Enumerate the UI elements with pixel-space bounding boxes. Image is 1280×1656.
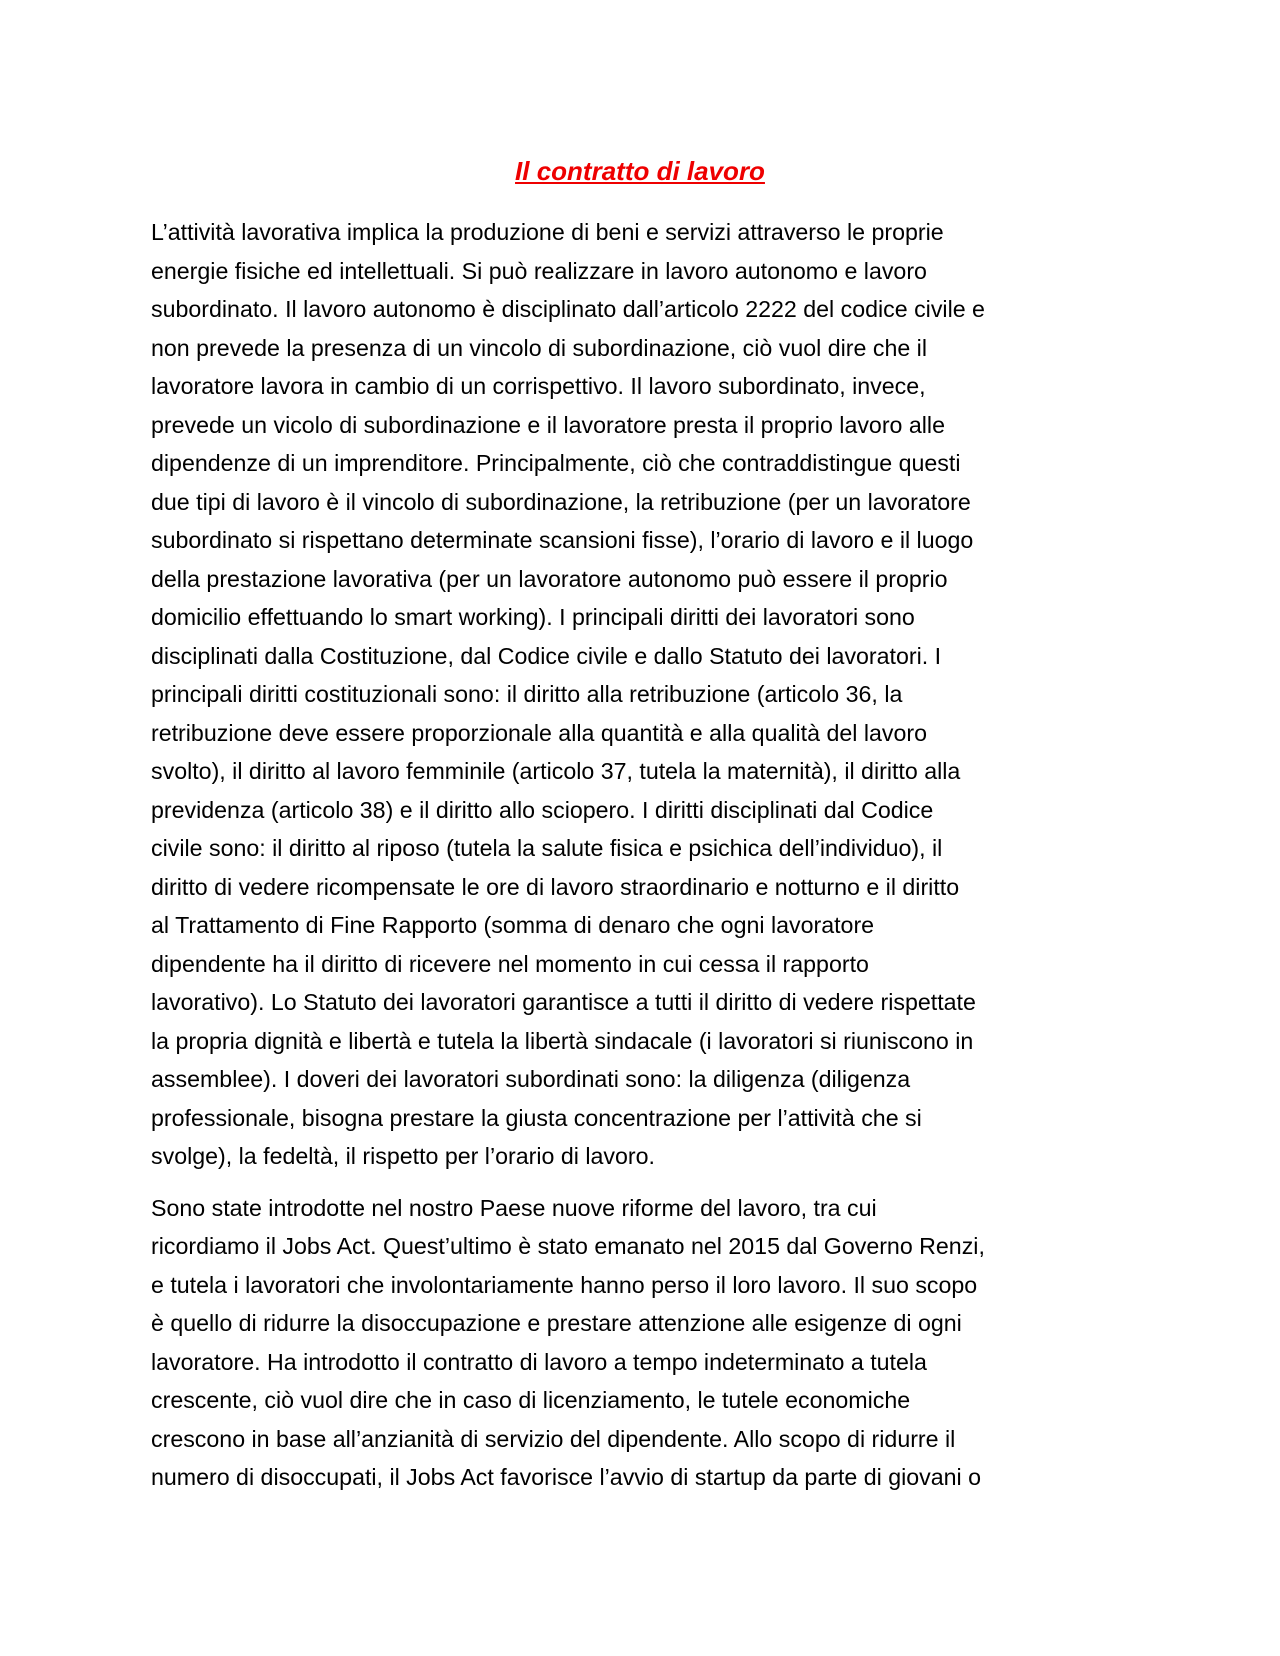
text-line: la propria dignità e libertà e tutela la libertà sindacale (i lavoratori si riuniscono in — [151, 1027, 974, 1054]
document-title: Il contratto di lavoro — [515, 156, 765, 186]
text-line: diritto di vedere ricompensate le ore di lavoro straordinario e notturno e il diritto — [151, 873, 960, 900]
text-line: Sono state introdotte nel nostro Paese nuove riforme del lavoro, tra cui — [151, 1194, 877, 1221]
text-line: lavoratore. Ha introdotto il contratto di lavoro a tempo indeterminato a tutela — [151, 1348, 927, 1375]
text-line: subordinato si rispettano determinate scansioni fisse), l’orario di lavoro e il luogo — [151, 527, 974, 553]
text-line: è quello di ridurre la disoccupazione e prestare attenzione alle esigenze di ogni — [151, 1310, 962, 1336]
text-line: crescente, ciò vuol dire che in caso di licenziamento, le tutele economiche — [151, 1387, 911, 1413]
text-line: ricordiamo il Jobs Act. Quest’ultimo è stato emanato nel 2015 dal Governo Renzi, — [151, 1233, 985, 1259]
text-line: della prestazione lavorativa (per un lavoratore autonomo può essere il proprio — [151, 565, 948, 592]
paragraph — [151, 1189, 1141, 1497]
document-body — [151, 213, 1141, 1497]
text-line: disciplinati dalla Costituzione, dal Codice civile e dallo Statuto dei lavoratori. I — [151, 642, 942, 669]
text-line: energie fisiche ed intellettuali. Si può realizzare in lavoro autonomo e lavoro — [151, 257, 927, 284]
text-line: due tipi di lavoro è il vincolo di subordinazione, la retribuzione (per un lavoratore — [151, 488, 971, 515]
text-line: lavoratore lavora in cambio di un corrispettivo. Il lavoro subordinato, invece, — [151, 373, 926, 399]
paragraph — [151, 213, 1141, 1176]
text-line: e tutela i lavoratori che involontariamente hanno perso il loro lavoro. Il suo scopo — [151, 1271, 978, 1298]
text-line: numero di disoccupati, il Jobs Act favorisce l’avvio di startup da parte di giovani o — [151, 1464, 982, 1490]
text-line: dipendente ha il diritto di ricevere nel momento in cui cessa il rapporto — [151, 950, 869, 977]
text-line: lavorativo). Lo Statuto dei lavoratori garantisce a tutti il diritto di vedere rispettate — [151, 989, 976, 1015]
text-line: al Trattamento di Fine Rapporto (somma di denaro che ogni lavoratore — [151, 912, 875, 938]
text-line: principali diritti costituzionali sono: il diritto alla retribuzione (articolo 36, la — [151, 681, 903, 707]
text-line: L’attività lavorativa implica la produzione di beni e servizi attraverso le proprie — [151, 219, 944, 245]
text-line: svolge), la fedeltà, il rispetto per l’orario di lavoro. — [151, 1143, 655, 1169]
text-line: professionale, bisogna prestare la giusta concentrazione per l’attività che si — [151, 1104, 922, 1131]
text-line: retribuzione deve essere proporzionale alla quantità e alla qualità del lavoro — [151, 719, 927, 746]
text-line: previdenza (articolo 38) e il diritto allo sciopero. I diritti disciplinati dal Codice — [151, 796, 934, 823]
text-line: prevede un vicolo di subordinazione e il lavoratore presta il proprio lavoro alle — [151, 411, 945, 438]
text-line: subordinato. Il lavoro autonomo è disciplinato dall’articolo 2222 del codice civile e — [151, 296, 985, 322]
text-line: domicilio effettuando lo smart working). I principali diritti dei lavoratori sono — [151, 604, 915, 630]
text-line: civile sono: il diritto al riposo (tutela la salute fisica e psichica dell’individuo), il — [151, 835, 943, 861]
text-line: svolto), il diritto al lavoro femminile (articolo 37, tutela la maternità), il diritto alla — [151, 758, 961, 784]
text-line: non prevede la presenza di un vincolo di subordinazione, ciò vuol dire che il — [151, 334, 927, 361]
text-line: dipendenze di un imprenditore. Principalmente, ciò che contraddistingue questi — [151, 450, 961, 476]
text-line: crescono in base all’anzianità di servizio del dipendente. Allo scopo di ridurre il — [151, 1425, 956, 1452]
text-line: assemblee). I doveri dei lavoratori subordinati sono: la diligenza (diligenza — [151, 1066, 911, 1092]
